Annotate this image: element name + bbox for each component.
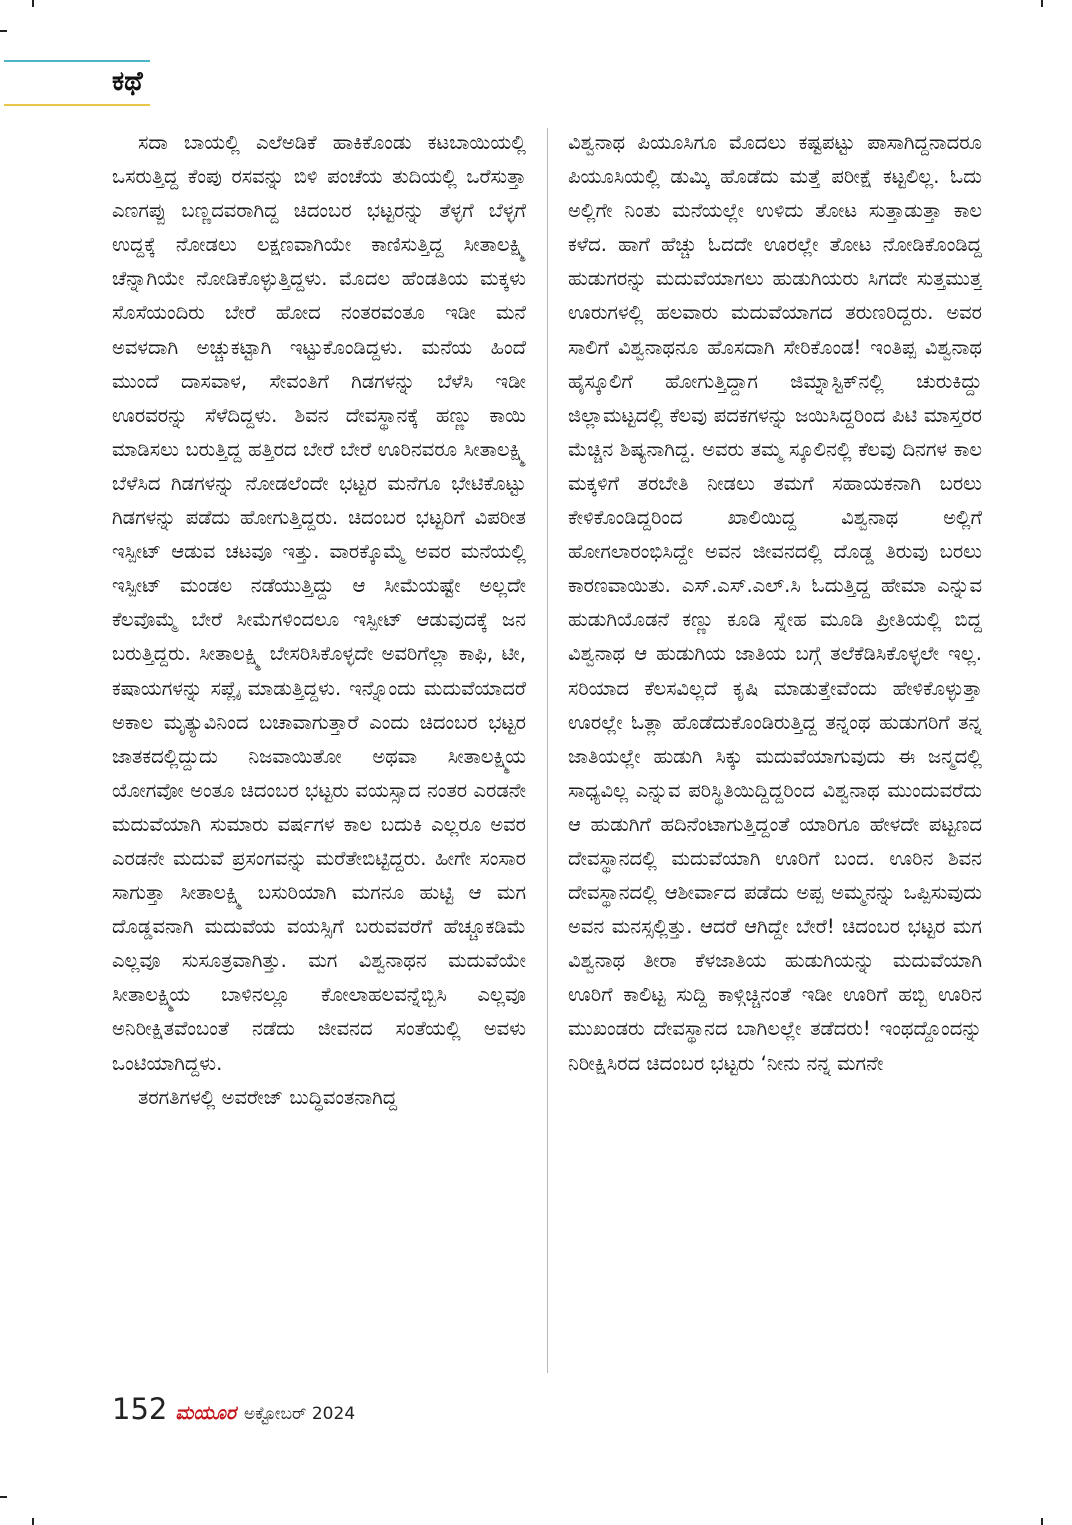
- crop-mark: [32, 1518, 34, 1525]
- crop-mark: [32, 0, 34, 7]
- crop-mark: [0, 30, 7, 32]
- paragraph: ಸದಾ ಬಾಯಲ್ಲಿ ಎಲೆಅಡಿಕೆ ಹಾಕಿಕೊಂಡು ಕಟಬಾಯಿಯಲ್ಲಿ ಒಸರುತ್ತಿದ್ದ ಕೆಂಪು ರಸವನ್ನು ಬಿಳಿ ಪಂಚೆಯ ತುದಿಯಲ್ಲಿ ಒರೆಸುತ್ತಾ ಎಣಗಪ್ಪು ಬಣ್ಣದವರಾಗಿದ್ದ ಚಿದಂಬರ ಭಟ್ಟರನ್ನು ತೆಳ್ಳಗೆ ಬೆಳ್ಳಗೆ ಉದ್ದಕ್ಕೆ ನೋಡಲು ಲಕ್ಷಣವಾಗಿಯೇ ಕಾಣಿಸುತ್ತಿದ್ದ ಸೀತಾಲಕ್ಷ್ಮಿ ಚೆನ್ನಾಗಿಯೇ ನೋಡಿಕೊಳ್ಳುತ್ತಿದ್ದಳು. ಮೊದಲ ಹೆಂಡತಿಯ ಮಕ್ಕಳು ಸೊಸೆಯಂದಿರು ಬೇರೆ ಹೋದ ನಂತರವಂತೂ ಇಡೀ ಮನೆ ಅವಳದಾಗಿ ಅಚ್ಚುಕಟ್ಟಾಗಿ ಇಟ್ಟುಕೊಂಡಿದ್ದಳು. ಮನೆಯ ಹಿಂದೆ ಮುಂದೆ ದಾಸವಾಳ, ಸೇವಂತಿಗೆ ಗಿಡಗಳನ್ನು ಬೆಳೆಸಿ ಇಡೀ ಊರವರನ್ನು ಸೆಳೆದಿದ್ದಳು. ಶಿವನ ದೇವಸ್ಥಾನಕ್ಕೆ ಹಣ್ಣು ಕಾಯಿ ಮಾಡಿಸಲು ಬರುತ್ತಿದ್ದ ಹತ್ತಿರದ ಬೇರೆ ಬೇರೆ ಊರಿನವರೂ ಸೀತಾಲಕ್ಷ್ಮಿ ಬೆಳೆಸಿದ ಗಿಡಗಳನ್ನು ನೋಡಲೆಂದೇ ಭಟ್ಟರ ಮನೆಗೂ ಭೇಟಿಕೊಟ್ಟು ಗಿಡಗಳನ್ನು ಪಡೆದು ಹೋಗುತ್ತಿದ್ದರು. ಚಿದಂಬರ ಭಟ್ಟರಿಗೆ ವಿಪರೀತ ಇಸ್ಪೀಟ್ ಆಡುವ ಚಟವೂ ಇತ್ತು. ವಾರಕ್ಕೊಮ್ಮೆ ಅವರ ಮನೆಯಲ್ಲಿ ಇಸ್ಪೀಟ್ ಮಂಡಲ ನಡೆಯುತ್ತಿದ್ದು ಆ ಸೀಮೆಯಷ್ಟೇ ಅಲ್ಲದೇ ಕೆಲವೊಮ್ಮೆ ಬೇರೆ ಸೀಮೆಗಳಿಂದಲೂ ಇಸ್ಪೀಟ್ ಆಡುವುದಕ್ಕೆ ಜನ ಬರುತ್ತಿದ್ದರು. ಸೀತಾಲಕ್ಷ್ಮಿ ಬೇಸರಿಸಿಕೊಳ್ಳದೇ ಅವರಿಗೆಲ್ಲಾ ಕಾಫಿ, ಟೀ, ಕಷಾಯಗಳನ್ನು ಸಪ್ಲೈ ಮಾಡುತ್ತಿದ್ದಳು. ಇನ್ನೊಂದು ಮದುವೆಯಾದರೆ ಅಕಾಲ ಮೃತ್ಯುವಿನಿಂದ ಬಚಾವಾಗುತ್ತಾರೆ ಎಂದು ಚಿದಂಬರ ಭಟ್ಟರ ಜಾತಕದಲ್ಲಿದ್ದುದು ನಿಜವಾಯಿತೋ ಅಥವಾ ಸೀತಾಲಕ್ಷ್ಮಿಯ ಯೋಗವೋ ಅಂತೂ ಚಿದಂಬರ ಭಟ್ಟರು ವಯಸ್ಸಾದ ನಂತರ ಎರಡನೇ ಮದುವೆಯಾಗಿ ಸುಮಾರು ವರ್ಷಗಳ ಕಾಲ ಬದುಕಿ ಎಲ್ಲರೂ ಅವರ ಎರಡನೇ ಮದುವೆ ಪ್ರಸಂಗವನ್ನು ಮರೆತೇಬಿಟ್ಟಿದ್ದರು. ಹೀಗೇ ಸಂಸಾರ ಸಾಗುತ್ತಾ ಸೀತಾಲಕ್ಷ್ಮಿ ಬಸುರಿಯಾಗಿ ಮಗನೂ ಹುಟ್ಟಿ ಆ ಮಗ ದೊಡ್ಡವನಾಗಿ ಮದುವೆಯ ವಯಸ್ಸಿಗೆ ಬರುವವರೆಗೆ ಹೆಚ್ಚೂಕಡಿಮೆ ಎಲ್ಲವೂ ಸುಸೂತ್ರವಾಗಿತ್ತು. ಮಗ ವಿಶ್ವನಾಥನ ಮದುವೆಯೇ ಸೀತಾಲಕ್ಷ್ಮಿಯ ಬಾಳಿನಲ್ಲೂ ಕೋಲಾಹಲವನ್ನೆಬ್ಬಿಸಿ ಎಲ್ಲವೂ ಅನಿರೀಕ್ಷಿತವೆಂಬಂತೆ ನಡೆದು ಜೀವನದ ಸಂತೆಯಲ್ಲಿ ಅವಳು ಒಂಟಿಯಾಗಿದ್ದಳು.: [112, 131, 526, 1075]
- column-divider: [547, 128, 548, 1373]
- article-column-right: [568, 126, 982, 1356]
- section-rule-bottom: [4, 104, 150, 106]
- section-title: ಕಥೆ: [112, 66, 143, 97]
- paragraph: ವಿಶ್ವನಾಥ ಪಿಯೂಸಿಗೂ ಮೊದಲು ಕಷ್ಟಪಟ್ಟು ಪಾಸಾಗಿದ್ದನಾದರೂ ಪಿಯೂಸಿಯಲ್ಲಿ ಡುಮ್ಕಿ ಹೊಡೆದು ಮತ್ತೆ ಪರೀಕ್ಷೆ ಕಟ್ಟಲಿಲ್ಲ. ಓದು ಅಲ್ಲಿಗೇ ನಿಂತು ಮನೆಯಲ್ಲೇ ಉಳಿದು ತೋಟ ಸುತ್ತಾಡುತ್ತಾ ಕಾಲ ಕಳೆದ. ಹಾಗೆ ಹೆಚ್ಚು ಓದದೇ ಊರಲ್ಲೇ ತೋಟ ನೋಡಿಕೊಂಡಿದ್ದ ಹುಡುಗರನ್ನು ಮದುವೆಯಾಗಲು ಹುಡುಗಿಯರು ಸಿಗದೇ ಸುತ್ತಮುತ್ತ ಊರುಗಳಲ್ಲಿ ಹಲವಾರು ಮದುವೆಯಾಗದ ತರುಣರಿದ್ದರು. ಅವರ ಸಾಲಿಗೆ ವಿಶ್ವನಾಥನೂ ಹೊಸದಾಗಿ ಸೇರಿಕೊಂಡ! ಇಂತಿಪ್ಪ ವಿಶ್ವನಾಥ ಹೈಸ್ಕೂಲಿಗೆ ಹೋಗುತ್ತಿದ್ದಾಗ ಜಿಮ್ನಾಸ್ಟಿಕ್‌ನಲ್ಲಿ ಚುರುಕಿದ್ದು ಜಿಲ್ಲಾಮಟ್ಟದಲ್ಲಿ ಕೆಲವು ಪದಕಗಳನ್ನು ಜಯಿಸಿದ್ದರಿಂದ ಪಿಟಿ ಮಾಸ್ತರರ ಮೆಚ್ಚಿನ ಶಿಷ್ಯನಾಗಿದ್ದ. ಅವರು ತಮ್ಮ ಸ್ಕೂಲಿನಲ್ಲಿ ಕೆಲವು ದಿನಗಳ ಕಾಲ ಮಕ್ಕಳಿಗೆ ತರಬೇತಿ ನೀಡಲು ತಮಗೆ ಸಹಾಯಕನಾಗಿ ಬರಲು ಕೇಳಿಕೊಂಡಿದ್ದರಿಂದ ಖಾಲಿಯಿದ್ದ ವಿಶ್ವನಾಥ ಅಲ್ಲಿಗೆ ಹೋಗಲಾರಂಭಿಸಿದ್ದೇ ಅವನ ಜೀವನದಲ್ಲಿ ದೊಡ್ಡ ತಿರುವು ಬರಲು ಕಾರಣವಾಯಿತು. ಎಸ್.ಎಸ್.ಎಲ್.ಸಿ ಓದುತ್ತಿದ್ದ ಹೇಮಾ ಎನ್ನುವ ಹುಡುಗಿಯೊಡನೆ ಕಣ್ಣು ಕೂಡಿ ಸ್ನೇಹ ಮೂಡಿ ಪ್ರೀತಿಯಲ್ಲಿ ಬಿದ್ದ ವಿಶ್ವನಾಥ ಆ ಹುಡುಗಿಯ ಜಾತಿಯ ಬಗ್ಗೆ ತಲೆಕೆಡಿಸಿಕೊಳ್ಳಲೇ ಇಲ್ಲ. ಸರಿಯಾದ ಕೆಲಸವಿಲ್ಲದೆ ಕೃಷಿ ಮಾಡುತ್ತೇವೆಂದು ಹೇಳಿಕೊಳ್ಳುತ್ತಾ ಊರಲ್ಲೇ ಓತ್ಲಾ ಹೊಡೆದುಕೊಂಡಿರುತ್ತಿದ್ದ ತನ್ನಂಥ ಹುಡುಗರಿಗೆ ತನ್ನ ಜಾತಿಯಲ್ಲೇ ಹುಡುಗಿ ಸಿಕ್ಕು ಮದುವೆಯಾಗುವುದು ಈ ಜನ್ಮದಲ್ಲಿ ಸಾಧ್ಯವಿಲ್ಲ ಎನ್ನುವ ಪರಿಸ್ಥಿತಿಯಿದ್ದಿದ್ದರಿಂದ ವಿಶ್ವನಾಥ ಮುಂದುವರೆದು ಆ ಹುಡುಗಿಗೆ ಹದಿನೆಂಟಾಗುತ್ತಿದ್ದಂತೆ ಯಾರಿಗೂ ಹೇಳದೇ ಪಟ್ಟಣದ ದೇವಸ್ಥಾನದಲ್ಲಿ ಮದುವೆಯಾಗಿ ಊರಿಗೆ ಬಂದ. ಊರಿನ ಶಿವನ ದೇವಸ್ಥಾನದಲ್ಲಿ ಆಶೀರ್ವಾದ ಪಡೆದು ಅಪ್ಪ ಅಮ್ಮನನ್ನು ಒಪ್ಪಿಸುವುದು ಅವನ ಮನಸ್ಸಲ್ಲಿತ್ತು. ಆದರೆ ಆಗಿದ್ದೇ ಬೇರೆ! ಚಿದಂಬರ ಭಟ್ಟರ ಮಗ ವಿಶ್ವನಾಥ ತೀರಾ ಕೆಳಜಾತಿಯ ಹುಡುಗಿಯನ್ನು ಮದುವೆಯಾಗಿ ಊರಿಗೆ ಕಾಲಿಟ್ಟ ಸುದ್ದಿ ಕಾಳ್ಗಿಚ್ಚಿನಂತೆ ಇಡೀ ಊರಿಗೆ ಹಬ್ಬಿ ಊರಿನ ಮುಖಂಡರು ದೇವಸ್ಥಾನದ ಬಾಗಿಲಲ್ಲೇ ತಡೆದರು! ಇಂಥದ್ದೊಂದನ್ನು ನಿರೀಕ್ಷಿಸಿರದ ಚಿದಂಬರ ಭಟ್ಟರು ‘ನೀನು ನನ್ನ ಮಗನೇ: [568, 131, 982, 1075]
- page-number: 152: [112, 1392, 168, 1426]
- crop-mark: [0, 1496, 7, 1498]
- page-footer: [112, 1392, 355, 1426]
- article-column-left: [112, 126, 526, 1356]
- paragraph: ತರಗತಿಗಳಲ್ಲಿ ಅವರೇಜ್ ಬುದ್ಧಿವಂತನಾಗಿದ್ದ: [138, 1085, 398, 1109]
- issue-date: ಅಕ್ಟೋಬರ್ 2024: [243, 1404, 356, 1424]
- magazine-logo: ಮಯೂರ: [175, 1402, 236, 1424]
- crop-mark: [1041, 0, 1043, 7]
- section-rule-top: [4, 60, 150, 62]
- crop-mark: [1041, 1518, 1043, 1525]
